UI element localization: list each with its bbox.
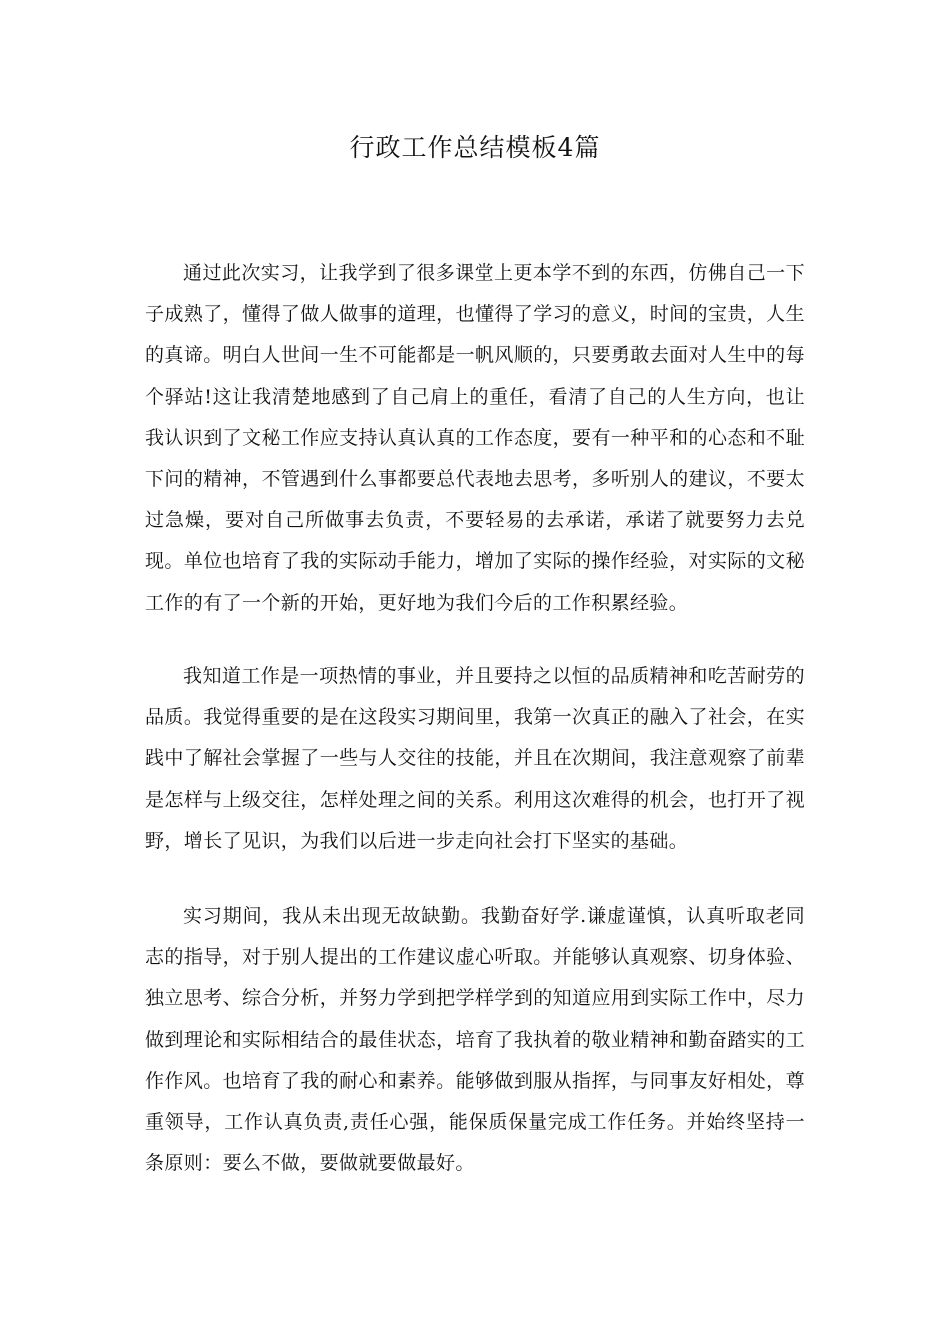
document-title: 行政工作总结模板4篇: [349, 133, 601, 162]
body-paragraph-3: 实习期间，我从未出现无故缺勤。我勤奋好学.谦虚谨慎，认真听取老同志的指导，对于别人提出的工作建议虚心听取。并能够认真观察、切身体验、独立思考、综合分析，并努力学到把学样学到的知道应用到实际工作中，尽力做到理论和实际相结合的最佳状态，培育了我执着的敬业精神和勤奋踏实的工作作风。也培育了我的耐心和素养。能够做到服从指挥，与同事友好相处，尊重领导，工作认真负责,责任心强，能保质保量完成工作任务。并始终坚持一条原则：要么不做，要做就要做最好。: [145, 905, 805, 1175]
body-paragraph-1: 通过此次实习，让我学到了很多课堂上更本学不到的东西，仿佛自己一下子成熟了，懂得了做人做事的道理，也懂得了学习的意义，时间的宝贵，人生的真谛。明白人世间一生不可能都是一帆风顺的，只要勇敢去面对人生中的每个驿站!这让我清楚地感到了自己肩上的重任，看清了自己的人生方向，也让我认识到了文秘工作应支持认真认真的工作态度，要有一种平和的心态和不耻下问的精神，不管遇到什么事都要总代表地去思考，多听别人的建议，不要太过急燥，要对自己所做事去负责，不要轻易的去承诺，承诺了就要努力去兑现。单位也培育了我的实际动手能力，增加了实际的操作经验，对实际的文秘工作的有了一个新的开始，更好地为我们今后的工作积累经验。: [145, 262, 805, 614]
body-paragraph-2: 我知道工作是一项热情的事业，并且要持之以恒的品质精神和吃苦耐劳的品质。我觉得重要的是在这段实习期间里，我第一次真正的融入了社会，在实践中了解社会掌握了一些与人交往的技能，并且在次期间，我注意观察了前辈是怎样与上级交往，怎样处理之间的关系。利用这次难得的机会，也打开了视野，增长了见识，为我们以后进一步走向社会打下坚实的基础。: [145, 665, 805, 852]
